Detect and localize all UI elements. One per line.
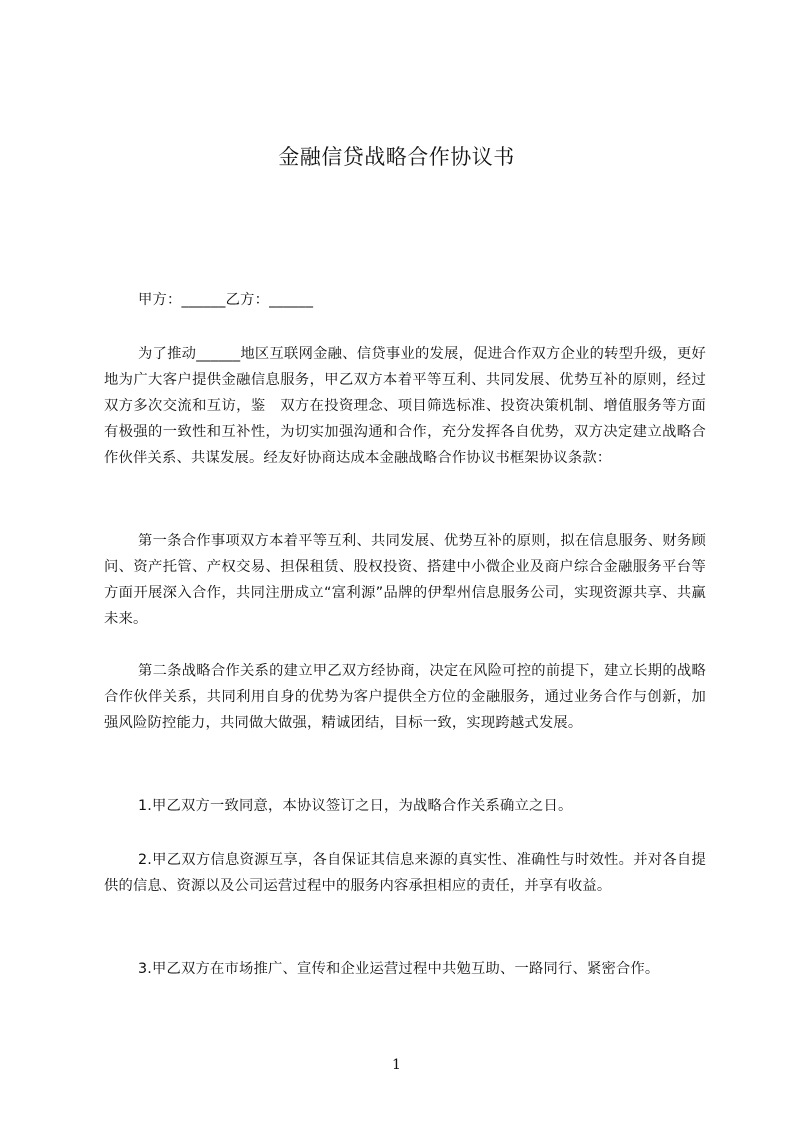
clause-2-paragraph: 2.甲乙双方信息资源互享，各自保证其信息来源的真实性、准确性与时效性。并对各自提供的信息、资源以及公司运营过程中的服务内容承担相应的责任，并享有收益。 — [104, 852, 706, 894]
article-1-paragraph: 第一条合作事项双方本着平等互利、共同发展、优势互补的原则，拟在信息服务、财务顾问、资产托管、产权交易、担保租赁、股权投资、搭建中小微企业及商户综合金融服务平台等方面开展深入合作，共同注册成立“富利源”品牌的伊犁州信息服务公司，实现资源共享、共赢未来。 — [104, 533, 706, 627]
clause-3-paragraph: 3.甲乙双方在市场推广、宣传和企业运营过程中共勉互助、一路同行、紧密合作。 — [138, 961, 660, 977]
parties-line: 甲方：______乙方：______ — [138, 292, 314, 308]
article-2-paragraph: 第二条战略合作关系的建立甲乙双方经协商，决定在风险可控的前提下，建立长期的战略合作伙伴关系，共同利用自身的优势为客户提供全方位的金融服务，通过业务合作与创新，加强风险防控能力，共同做大做强，精诚团结，目标一致，实现跨越式发展。 — [104, 663, 706, 731]
intro-paragraph: 为了推动______地区互联网金融、信贷事业的发展，促进合作双方企业的转型升级，更好地为广大客户提供金融信息服务，甲乙双方本着平等互利、共同发展、优势互补的原则，经过双方多次交流和互访，鉴 双方在投资理念、项目筛选标准、投资决策机制、增值服务等方面有极强的一致性和互补性，为切实加强沟通和合作，充分发挥各自优势，双方决定建立战略合作伙伴关系、共谋发展。经友好协商达成本金融战略合作协议书框架协议条款： — [104, 346, 706, 466]
page-number: 1 — [392, 1057, 401, 1073]
clause-1-paragraph: 1.甲乙双方一致同意，本协议签订之日，为战略合作关系确立之日。 — [138, 798, 573, 814]
document-title: 金融信贷战略合作协议书 — [278, 145, 515, 169]
